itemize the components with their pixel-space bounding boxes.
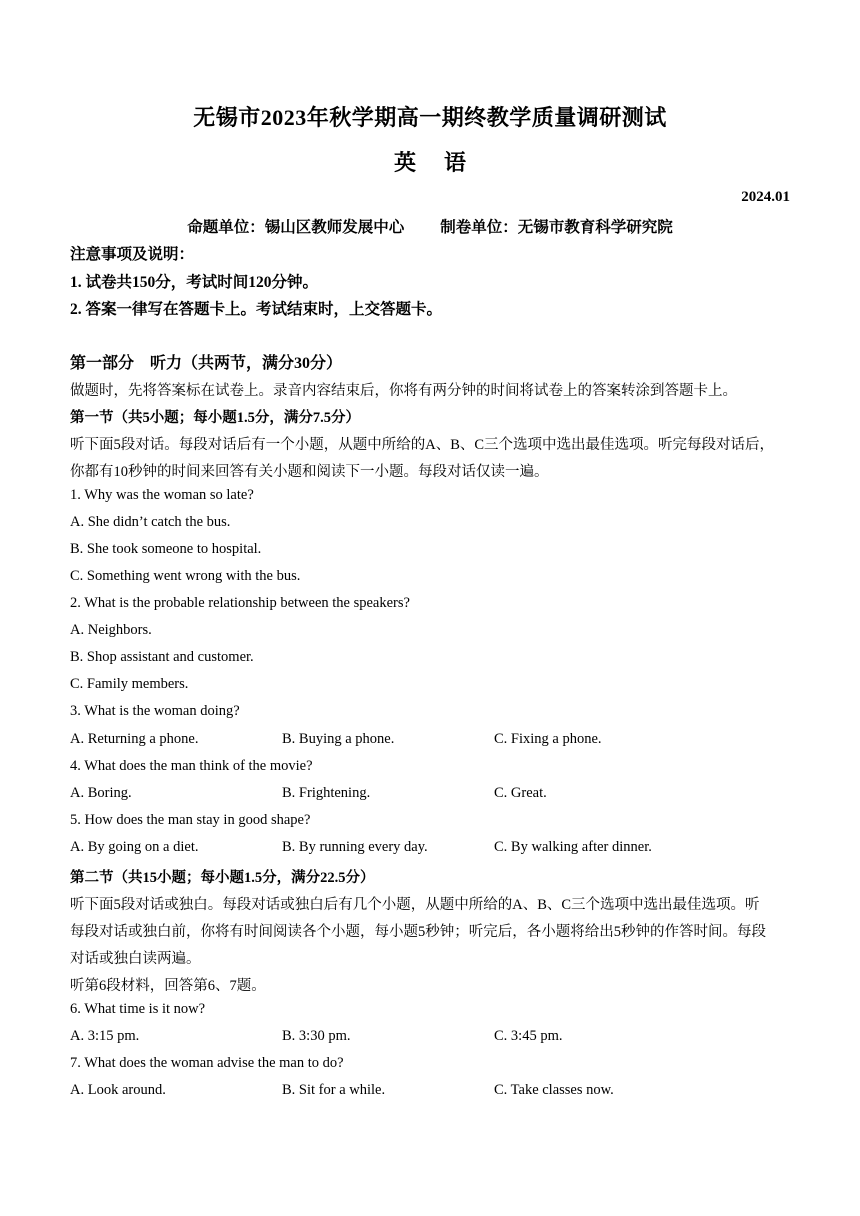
question-5: 5. How does the man stay in good shape? (70, 812, 311, 828)
question-3: 3. What is the woman doing? (70, 703, 240, 719)
option-3b: B. Buying a phone. (282, 731, 395, 747)
note-item-1: 1. 试卷共150分，考试时间120分钟。 (70, 274, 319, 291)
section2-instruction-line: 对话或独白读两遍。 (70, 951, 201, 967)
option-5a: A. By going on a diet. (70, 839, 199, 855)
part1-heading: 第一部分 听力（共两节，满分30分） (70, 355, 343, 372)
option-3c: C. Fixing a phone. (494, 731, 602, 747)
option-2c: C. Family members. (70, 676, 189, 692)
option-7a: A. Look around. (70, 1082, 166, 1098)
section1-instruction-line: 听下面5段对话。每段对话后有一个小题，从题中所给的A、B、C三个选项中选出最佳选项。听完每段对话后， (70, 437, 775, 453)
option-6b: B. 3:30 pm. (282, 1028, 351, 1044)
exam-units (0, 215, 860, 237)
question-4: 4. What does the man think of the movie? (70, 758, 313, 774)
option-6c: C. 3:45 pm. (494, 1028, 563, 1044)
option-2a: A. Neighbors. (70, 622, 152, 638)
print-unit: 制卷单位：无锡市教育科学研究院 (440, 219, 673, 236)
section2-instruction-line: 听下面5段对话或独白。每段对话或独白后有几个小题，从题中所给的A、B、C三个选项中选出最佳选项。听 (70, 897, 760, 913)
option-4b: B. Frightening. (282, 785, 371, 801)
material-prompt: 听第6段材料，回答第6、7题。 (70, 978, 266, 994)
note-item-2: 2. 答案一律写在答题卡上。考试结束时，上交答题卡。 (70, 301, 443, 318)
author-unit: 命题单位：锡山区教师发展中心 (187, 219, 405, 236)
section2-heading: 第二节（共15小题；每小题1.5分，满分22.5分） (70, 870, 375, 886)
option-4a: A. Boring. (70, 785, 132, 801)
question-2: 2. What is the probable relationship between the speakers? (70, 595, 410, 611)
question-1: 1. Why was the woman so late? (70, 487, 254, 503)
option-1a: A. She didn’t catch the bus. (70, 514, 231, 530)
exam-title: 无锡市2023年秋学期高一期终教学质量调研测试 (193, 105, 667, 130)
exam-date: 2024.01 (741, 189, 790, 205)
question-7: 7. What does the woman advise the man to do? (70, 1055, 344, 1071)
option-1c: C. Something went wrong with the bus. (70, 568, 301, 584)
section1-heading: 第一节（共5小题；每小题1.5分，满分7.5分） (70, 410, 360, 426)
option-5b: B. By running every day. (282, 839, 428, 855)
option-6a: A. 3:15 pm. (70, 1028, 140, 1044)
option-5c: C. By walking after dinner. (494, 839, 652, 855)
option-2b: B. Shop assistant and customer. (70, 649, 254, 665)
notes-heading: 注意事项及说明： (70, 246, 195, 263)
question-6: 6. What time is it now? (70, 1001, 206, 1017)
exam-subject: 英语 (393, 150, 494, 175)
section2-instruction-line: 每段对话或独白前，你将有时间阅读各个小题，每小题5秒钟；听完后，各小题将给出5秒钟的作答时间。每段 (70, 924, 766, 940)
part1-instruction: 做题时，先将答案标在试卷上。录音内容结束后，你将有两分钟的时间将试卷上的答案转涂到答题卡上。 (70, 383, 737, 399)
option-7b: B. Sit for a while. (282, 1082, 386, 1098)
section1-instruction-line: 你都有10秒钟的时间来回答有关小题和阅读下一小题。每段对话仅读一遍。 (70, 464, 549, 480)
option-7c: C. Take classes now. (494, 1082, 614, 1098)
option-4c: C. Great. (494, 785, 547, 801)
option-3a: A. Returning a phone. (70, 731, 199, 747)
option-1b: B. She took someone to hospital. (70, 541, 262, 557)
